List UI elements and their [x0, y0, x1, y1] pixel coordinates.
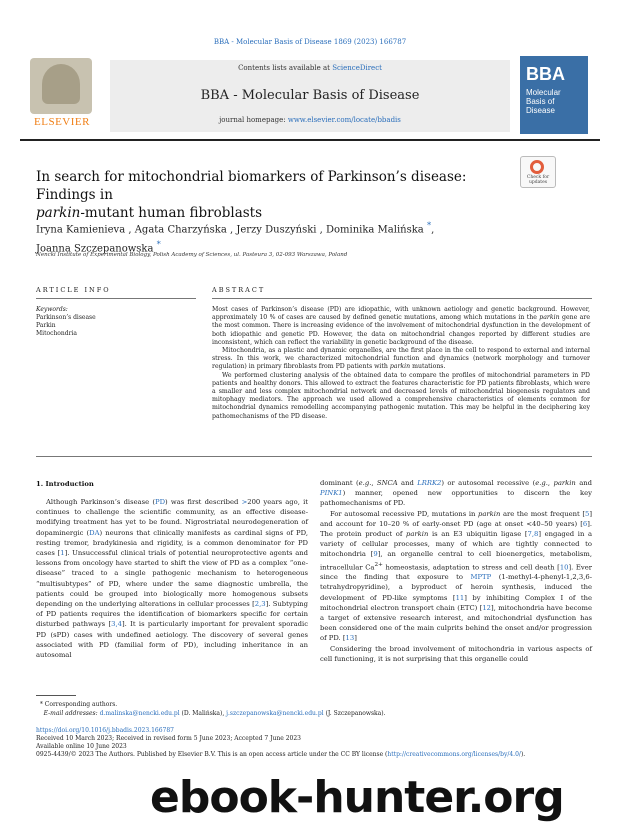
gene-link[interactable]: PINK1 [320, 489, 343, 498]
gene-link[interactable]: LRRK2 [417, 479, 442, 487]
intro-column-right: dominant (e.g., SNCA and LRRK2) or autosomal recessive (e.g., parkin and PINK1) manner, opened new opportunities to discern the key pathomechanisms of PD. For autosomal recessive PD, mutations in parkin are the most frequent [5] and account for 10–20 % of early-onset PD (age at onset <40–50 years) [6]. The protein product of parkin is an E3 ubiquitin ligase [7,8] engaged in a variety of cellular processes, many of which are tightly connected to mitochondria [9], an organelle central to cell bioenergetics, metabolism, intracellular $Ca^{2+}$ homeostasis, adaptation to stress and cell death [10]. Ever since the finding that exposure to MPTP (1-methyl-4-phenyl-1,2,3,6-tetrahydropyridine), a byproduct of heroin synthesis, induced the development of PD-like symptoms [11] by inhibiting Complex I of the mitochondrial electron transport chain (ETC) [12], mitochondria have become a target of extensive research interest, and mitochondrial dysfunction has been considered one of the main culprits behind the onset and/or progression of PD. [13] Considering the broad involvement of mitochondria in various aspects of cell functioning, it is not surprising that this organelle could [320, 479, 593, 663]
section-heading: 1. Introduction [36, 480, 94, 488]
corresponding-mark[interactable]: * [426, 220, 432, 230]
article-info-label: ARTICLE INFO [36, 286, 111, 294]
journal-name: BBA - Molecular Basis of Disease [200, 88, 420, 103]
keyword: Parkinson’s disease [36, 314, 96, 321]
article-title: In search for mitochondrial biomarkers of Parkinson’s disease: Findings in parkin-mutant human fibroblasts [36, 169, 467, 221]
pd-abbrev-link[interactable]: PD [155, 498, 166, 506]
citation-link[interactable]: 13 [345, 634, 355, 643]
citation-link[interactable]: 6 [582, 519, 588, 528]
divider [36, 456, 592, 457]
citation-link[interactable]: 5 [585, 509, 590, 518]
header-rule [20, 139, 600, 141]
abstract-text: Most cases of Parkinson’s disease (PD) are idiopathic, with unknown aetiology and genetic background. However, approximately 10 % of cases are caused by defined genetic mutations, among which mutations in the parkin gene are the most common. There is increasing evidence of the involvement of mitochondrial dysfunction in the development of both idiopathic and genetic PD. However, the data on mitochondrial changes reported by different studies are inconsistent, which can reflect the variability in genetic background of the disease. Mitochondria, as a plastic and dynamic organelles, are the first place in the cell to respond to external and internal stress. In this work, we characterized mitochondrial function and dynamics (network morphology and turnover regulation) in primary fibroblasts from PD patients with parkin mutations. We performed clustering analysis of the obtained data to compare the profiles of mitochondrial parameters in PD patients and healthy donors. This allowed to extract the features characteristic for PD patients fibroblasts, which were a smaller and less complex mitochondrial network and decreased levels of mitochondrial biogenesis regulators and mitophagy mediators. The approach we used allowed a comprehensive characteristics of elements common for mitochondrial dynamics remodelling accompanying pathogenic mutation. This may be helpful in the deciphering key pathomechanisms of the PD disease. [212, 306, 590, 420]
abstract-label: ABSTRACT [212, 286, 266, 294]
citation-link[interactable]: 11 [455, 593, 465, 602]
email-link[interactable]: d.malinska@nencki.edu.pl [99, 710, 180, 717]
affiliation: Nencki Institute of Experimental Biology, Polish Academy of Sciences, ul. Pasteura 3, 02-093 Warszawa, Poland [36, 252, 348, 258]
citation-link[interactable]: 7,8 [527, 530, 539, 539]
citation-link[interactable]: 9 [373, 550, 378, 559]
elsevier-logo [22, 56, 102, 134]
cover-subtitle: Molecular Basis of Disease [526, 88, 561, 115]
publication-info: https://doi.org/10.1016/j.bbadis.2023.166787 Received 10 March 2023; Received in revised form 5 June 2023; Accepted 7 June 2023 Available online 10 June 2023 0925-4439/© 2023 The Authors. Published by Elsevier B.V. This is an open access article under the CC BY license (http://creativecommons.org/licenses/by/4.0/). [36, 727, 596, 759]
contents-line: Contents lists available at ScienceDirect [238, 64, 382, 72]
citation-link[interactable]: 2,3 [254, 600, 266, 609]
author-list: Iryna Kamienieva , Agata Charzyńska , Jerzy Duszyński , Dominika Malińska *, Joanna Szczepanowska * [36, 220, 435, 255]
footnotes: * Corresponding authors. E-mail addresses: d.malinska@nencki.edu.pl (D. Malińska), j.szczepanowska@nencki.edu.pl (J. Szczepanowska). [36, 701, 386, 717]
check-for-updates-button[interactable]: Check for updates [520, 156, 556, 188]
citation-link[interactable]: 1 [60, 549, 65, 558]
tree-icon [30, 58, 92, 114]
journal-reference[interactable]: BBA - Molecular Basis of Disease 1869 (2023) 166787 [213, 38, 407, 46]
journal-cover [520, 56, 588, 134]
cover-title: BBA [526, 64, 565, 84]
divider [36, 298, 196, 299]
homepage-link[interactable]: www.elsevier.com/locate/bbadis [287, 116, 401, 124]
corresponding-mark[interactable]: * [156, 239, 161, 250]
journal-header [110, 60, 510, 132]
mptp-abbrev-link[interactable]: MPTP [470, 573, 492, 582]
footnote-rule [36, 695, 76, 696]
email-link[interactable]: j.szczepanowska@nencki.edu.pl [226, 710, 324, 717]
license-link[interactable]: http://creativecommons.org/licenses/by/4.0/ [387, 751, 521, 758]
da-abbrev-link[interactable]: DA [89, 528, 100, 537]
keyword: Mitochondria [36, 330, 77, 337]
check-updates-icon [530, 160, 544, 174]
homepage-line: journal homepage: www.elsevier.com/locate/bbadis [219, 116, 401, 124]
intro-column-left: Although Parkinson’s disease (PD) was first described >200 years ago, it continues to challenge the scientific community, as an effective disease-modifying treatment has yet to be found. Nigrostriatal neurodegeneration of dopaminergic (DA) neurons that clinically manifests as cardinal signs of PD, resting tremor, bradykinesia and rigidity, is a common denominator for PD cases [1]. Unsuccessful clinical trials of potential neuroprotective agents and lessons from oncology have started to shift the view of PD as a complex “one-disease” traced to a single pathogenic mechanism to heterogeneous “multisubtypes” of PD, where under the same diagnostic umbrella, the patients could be grouped into biologically more homogenous subsets depending on the underlying alterations in cellular processes [2,3]. Subtyping of PD patients requires the identification of biomarkers specific for certain disturbed pathways [3,4]. It is particularly important for prevalent sporadic PD (sPD) cases with undefined aetiology. The discovery of several genes associated with PD (familial form of PD), including inheritance in an autosomal [36, 498, 309, 660]
divider [212, 298, 592, 299]
citation-link[interactable]: 3,4 [111, 620, 122, 629]
watermark: ebook-hunter.org [150, 772, 564, 823]
citation-link[interactable]: 10 [559, 562, 569, 571]
keywords: Keywords: Parkinson’s disease Parkin Mitochondria [36, 306, 186, 338]
sciencedirect-link[interactable]: ScienceDirect [332, 64, 382, 72]
keyword: Parkin [36, 322, 56, 329]
publisher-logo-text: ELSEVIER [34, 116, 90, 128]
doi-link[interactable]: https://doi.org/10.1016/j.bbadis.2023.166787 [36, 727, 174, 734]
citation-link[interactable]: 12 [482, 603, 492, 612]
